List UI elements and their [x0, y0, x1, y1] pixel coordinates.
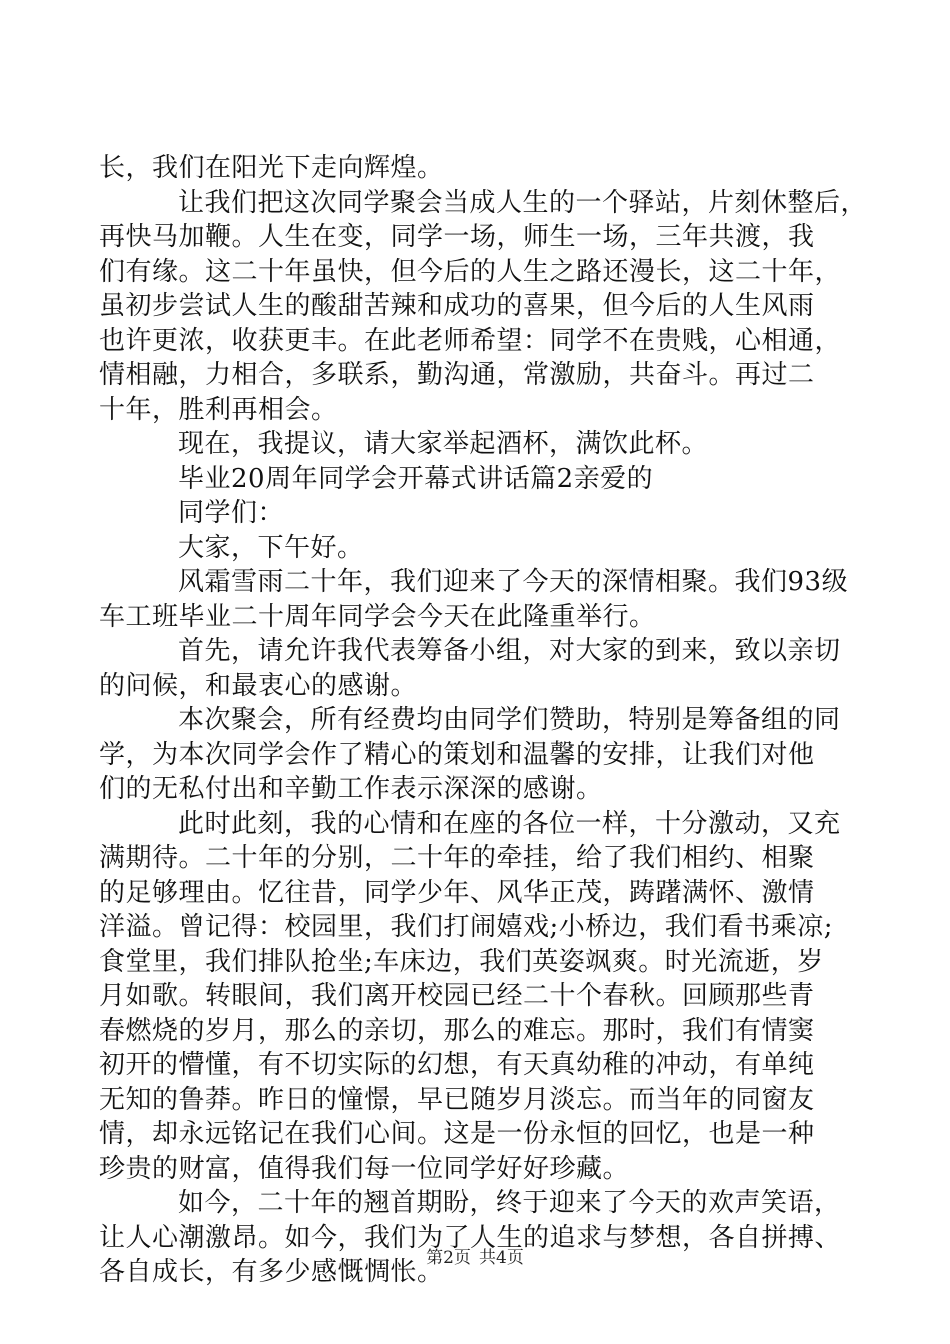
text-line: 们的无私付出和辛勤工作表示深深的感谢。 [99, 774, 603, 804]
text-line: 学，为本次同学会作了精心的策划和温馨的安排，让我们对他 [99, 739, 815, 770]
page-footer [0, 1243, 950, 1268]
text-line: 风霜雪雨二十年，我们迎来了今天的深情相聚。我们93级 [178, 567, 849, 597]
text-line: 本次聚会，所有经费均由同学们赞助，特别是筹备组的同 [178, 705, 841, 735]
text-line: 现在，我提议，请大家举起酒杯，满饮此杯。 [178, 429, 709, 459]
page-number: 第2页 [426, 1248, 471, 1268]
text-line: 如今，二十年的翘首期盼，终于迎来了今天的欢声笑语， [178, 1188, 841, 1218]
text-line: 们有缘。这二十年虽快，但今后的人生之路还漫长，这二十年， [99, 256, 842, 287]
text-line: 长，我们在阳光下走向辉煌。 [99, 153, 444, 183]
text-line: 情，却永远铭记在我们心间。这是一份永恒的回忆，也是一种 [99, 1119, 815, 1149]
text-line: 再快马加鞭。人生在变，同学一场，师生一场，三年共渡，我 [99, 222, 815, 252]
text-line: 让我们把这次同学聚会当成人生的一个驿站，片刻休整后， [178, 187, 868, 218]
text-line: 情相融，力相合，多联系，勤沟通，常激励，共奋斗。再过二 [99, 360, 815, 390]
text-line: 十年，胜利再相会。 [99, 394, 338, 425]
text-line: 虽初步尝试人生的酸甜苦辣和成功的喜果，但今后的人生风雨 [99, 291, 815, 321]
text-line: 车工班毕业二十周年同学会今天在此隆重举行。 [99, 601, 656, 632]
text-line: 首先，请允许我代表筹备小组，对大家的到来，致以亲切 [178, 636, 841, 666]
text-line: 月如歌。转眼间，我们离开校园已经二十个春秋。回顾那些青 [99, 981, 815, 1011]
text-line: 满期待。二十年的分别，二十年的牵挂，给了我们相约、相聚 [99, 843, 815, 873]
text-line: 的足够理由。忆往昔，同学少年、风华正茂，踌躇满怀、激情 [99, 877, 815, 908]
text-line: 珍贵的财富，值得我们每一位同学好好珍藏。 [99, 1153, 630, 1184]
text-line: 食堂里，我们排队抢坐;车床边，我们英姿飒爽。时光流逝，岁 [99, 946, 824, 977]
text-line: 让人心潮激昂。如今，我们为了人生的追求与梦想，各自拼搏、 [99, 1222, 842, 1253]
text-line: 此时此刻，我的心情和在座的各位一样，十分激动，又充 [178, 808, 841, 839]
text-line: 的问候，和最衷心的感谢。 [99, 670, 418, 701]
text-line: 同学们： [178, 498, 285, 528]
text-line: 各自成长，有多少感慨惆怅。 [99, 1257, 444, 1287]
body-text [99, 151, 868, 1290]
text-line: 毕业20周年同学会开幕式讲话篇2亲爱的 [178, 463, 654, 494]
text-line: 无知的鲁莽。昨日的憧憬，早已随岁月淡忘。而当年的同窗友 [99, 1084, 815, 1115]
text-line: 也许更浓，收获更丰。在此老师希望：同学不在贵贱，心相通， [99, 325, 842, 356]
text-line: 初开的懵懂，有不切实际的幻想，有天真幼稚的冲动，有单纯 [99, 1050, 815, 1080]
text-line: 春燃烧的岁月，那么的亲切，那么的难忘。那时，我们有情窦 [99, 1015, 815, 1046]
page-total: 共4页 [479, 1248, 524, 1268]
text-line: 大家，下午好。 [178, 532, 364, 563]
text-line: 洋溢。曾记得：校园里，我们打闹嬉戏;小桥边，我们看书乘凉; [99, 912, 834, 942]
